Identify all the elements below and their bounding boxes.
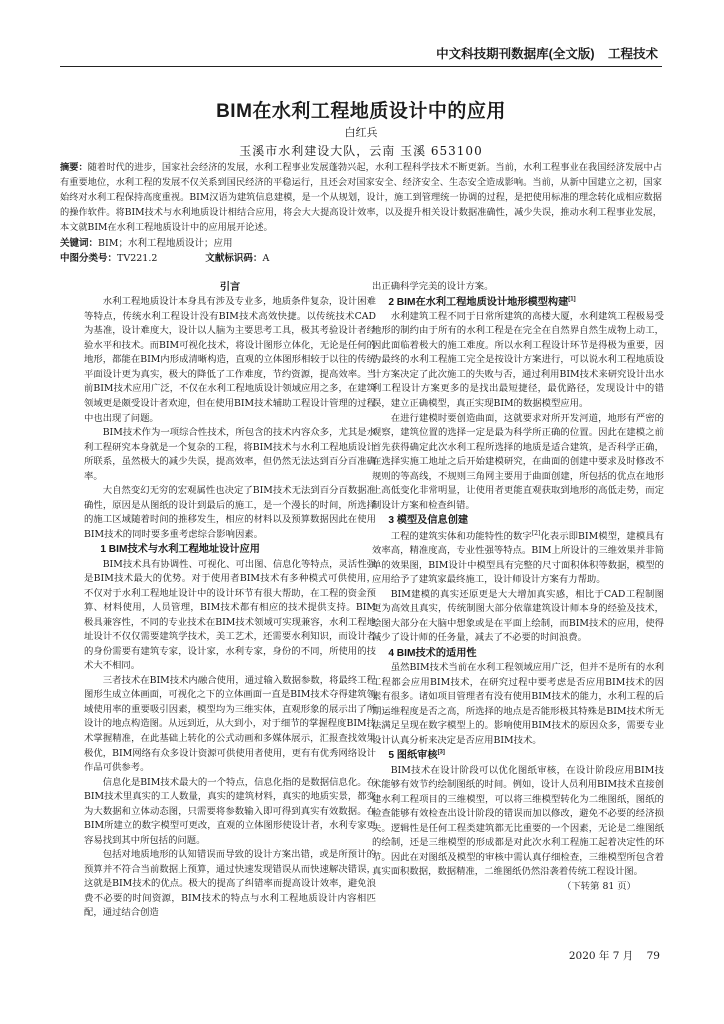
article-title: BIM在水利工程地质设计中的应用 xyxy=(216,101,506,122)
clc-label: 中图分类号： xyxy=(60,252,118,264)
section-1-heading: 1 BIM技术与水利工程地址设计应用 xyxy=(100,544,260,556)
keywords-text: BIM；水利工程地质设计；应用 xyxy=(98,237,233,249)
section-1-paragraph-4: 包括对地质地形的认知错误而导致的设计方案出错，或是所预计的预算并不符合当前数据上预算，通过快速发现错误从而快速解决错误，这就是BIM技术的优点。极大的提高了纠错率而提高设计效率，避免浪费不必要的时间资源，BIM技术的特点与水利工程地质设计内容相匹配，通过结合创造 xyxy=(84,849,376,919)
left-column xyxy=(84,280,376,952)
continued-note: （下转第 81 页） xyxy=(562,880,636,892)
keywords-line xyxy=(60,236,662,251)
doc-code-value: A xyxy=(262,252,270,264)
intro-paragraph-2: BIM技术作为一项综合性技术，所包含的技术内容众多，尤其是水利工程研究本身就是一个复杂的工程，将BIM技术与水利工程地质设计所联系，虽然极大的减少失误，提高效率，但仍然无法达到百分百准确率。 xyxy=(84,427,376,482)
section-3-paragraph-1 xyxy=(372,529,664,588)
section-1-paragraph-2: 三者技术在BIM技术内融合使用，通过输入数据参数，将最终工程图形生成立体画面，可视化之下的立体画面一直是BIM技术夺得建筑领域使用率的重要吸引因素，模型均为三维实体，直观形象的展示出了所设计的地点构造图。从远到近，从大到小，对于细节的掌握程度BIM技术掌握精准，在此基础上转化的公式动画和多媒体展示，汇报查找效果极优，BIM网络有众多设计资源可供使用者使用，更有有优秀网络设计作品可供参考。 xyxy=(84,674,376,774)
section-5-title: 5 图纸审核 xyxy=(388,750,438,762)
abstract-text: 随着时代的进步，国家社会经济的发展，水利工程事业发展蓬勃兴起，水利工程科学技术不断更新。当前，水利工程事业在我国经济发展中占有重要地位，水利工程的发展不仅关系到国民经济的平稳运行，且还会对国家安全、经济安全、生态安全造成影响。当前，从新中国建立之初，国家始终对水利工程保持高度重视。BIM汉语为建筑信息建模，是一个从规划，设计，施工到管理统一协调的过程，是把使用标准的理念转化成相应数据的操作软件。将BIM技术与水利地质设计相结合应用，将会大大提高设计效率，以及提升相关设计数据准确性，减少失误，推动水利工程事业发展，本文就BIM在水利工程地质设计中的应用展开论述。 xyxy=(60,162,663,233)
classification-line xyxy=(60,251,662,266)
section-1-paragraph-1: BIM技术具有协调性、可视化、可出图、信息化等特点，灵活性强是BIM技术最大的优势。对于使用者BIM技术有多种模式可供使用，不仅对于水利工程地址设计中的设计环节有很大帮助，在工程的资金预算、材料使用，人员管理，BIM技术都有相应的技术提供支持。BIM极具兼容性，不同的专业技术在BIM技术领域可实现兼容，水利工程地址设计不仅仅需要建筑学技术，美工艺术，还需要水利知识，而设计者的身份需要有建筑专家，设计家，水利专家，身份的不同，所使用的技术大不相同。 xyxy=(84,558,376,672)
continued-paragraph: 出正确科学完美的设计方案。 xyxy=(372,281,494,292)
author-affiliation: 玉溪市水利建设大队，云南 玉溪 653100 xyxy=(239,144,483,158)
section-3-paragraph-2: BIM建模的真实还原更是大大增加真实感，相比于CAD工程制图更为高效且真实，传统制图大部分依靠建筑设计师本身的经验及技术，绘图大部分在大脑中想象或是在平面上绘制，而BIM技术的应用，使得减少了设计师的任务量，减去了不必要的时间浪费。 xyxy=(372,588,664,644)
intro-paragraph-3: 大自然变幻无穷的宏观属性也决定了BIM技术无法到百分百数据准确性，原因是从图纸的设计到最后的施工，是一个漫长的时间，所选择的施工区域随着时间的推移发生，相应的材料以及预算数据因此在使用BIM技术的同时要多重考虑综合影响因素。 xyxy=(84,485,376,540)
section-1-paragraph-3: 信息化是BIM技术最大的一个特点，信息化指的是数据信息化。在BIM技术里真实的工人数量，真实的建筑材料，真实的地质实景，都变为大数据和立体动态图，只需要将参数输入即可得到真实有效数据。在BIM所建立的数字模型可更改，直观的立体图形使设计者，水利专家更容易找到其中所包括的问题。 xyxy=(84,776,376,846)
section-3-heading: 3 模型及信息创建 xyxy=(388,515,469,527)
author-name: 白红兵 xyxy=(344,126,378,139)
section-2-heading xyxy=(372,295,664,310)
clc-value: TV221.2 xyxy=(117,252,158,264)
section-2-paragraph-1: 水利建筑工程不同于日常所建筑的高楼大厦，水利建筑工程极易受地形的制约由于所有的水利工程是在完全在自然界自然生成物上动工，因此面临着极大的施工难度。所以水利工程设计环节是得极为重要，因为最终的水利工程施工完全是按设计方案进行，可以说水利工程地质设计方案决定了此次施工的失败与否，通过利用BIM技术来研究设计出水利工程设计方案更多的是找出最短捷径，最优路径，发现设计中的错误，建立正确模型，真正实现BIM的数据模型应用。 xyxy=(372,310,664,410)
section-4-heading: 4 BIM技术的适用性 xyxy=(388,647,477,659)
running-header xyxy=(60,44,662,67)
keywords-label: 关键词： xyxy=(60,237,99,249)
intro-heading: 引言 xyxy=(219,282,241,293)
section-3-text-a: 工程的建筑实体和功能特性的数字 xyxy=(390,530,532,542)
section-5-paragraph-1: BIM技术在设计阶段可以优化图纸审核，在设计阶段应用BIM技术能够有效节约绘制图纸的时间。例如，设计人员利用BIM技术直接创建水利工程项目的三维模型，可以将三维模型转化为二维图纸，图纸的检查能够有效检查出设计阶段的错误而加以修改，避免不必要的经济损失。逻辑性是任何工程类建筑都无比重要的一个因素，无论是二维图纸的绘制，还是三维模型的形成都是对此次水利工程施工起着决定性的环节。因此在对图纸及模型的审核中需认真仔细检查，三维模型所包含着真实面积数据，数据精准，二维图纸仍然沿袭着传统工程设计图。 xyxy=(372,764,664,878)
section-2-ref: [1] xyxy=(568,296,576,303)
section-3-text-b: 化表示即BIM模型，建模具有效率高，精准度高，专业性强等特点。BIM上所设计的三维效果并非简单的效果图，BIM设计中模型具有完整的尺寸面积体积等数据，模型的应用给予了建筑家最终施工，设计师设计方案有力帮助。 xyxy=(372,530,664,586)
section-name: 工程技术 xyxy=(607,47,658,61)
section-3-ref: [2] xyxy=(531,529,541,537)
journal-name: 中文科技期刊数据库(全文版) xyxy=(436,47,595,61)
doc-code-label: 文献标识码： xyxy=(205,252,263,264)
section-5-ref: [3] xyxy=(437,750,445,757)
issue-date: 2020 年 7 月 xyxy=(568,950,634,962)
abstract-label: 摘要： xyxy=(60,162,88,172)
section-2-paragraph-2: 在进行建模时要创造曲面，这就要求对所开发河道，地形有严密的观察，建筑位置的选择一定是最为科学所正确的位置。因此在建模之前首先获得确定此次水利工程所选择的地质是适合建筑，是否科学正确，在选择实施工地址之后开始建模研究，在曲面的创建中要求及时修改不规则的等高线，不规则三角网主要用于曲面创建，所包括的优点在地形上高低变化非常明显，让使用者更能直观获取到地形的高低走势，而定制设计方案和检查纠错。 xyxy=(372,412,664,511)
intro-paragraph-1: 水利工程地质设计本身具有涉及专业多，地质条件复杂，设计困难等特点，传统水利工程设计没有BIM技术高效快捷。以传统技术CAD为基准，设计难度大，设计以人脑为主要思考工具，极其考验设计者经验水平和技术。而BIM可视化技术，将设计图形立体化，无论是任何的地形，都能在BIM内形成清晰构造，直观的立体图形相较于以往的传统平面设计更为真实，极大的降低了工作难度，节约资源，提高效率。当前BIM技术应用广泛，不仅在水利工程地质设计领域应用之多，在建筑领域更是颇受设计者欢迎，但在使用BIM技术辅助工程设计管理的过程中也出现了问题。 xyxy=(84,296,376,424)
section-4-paragraph-1: 虽然BIM技术当前在水利工程领域应用广泛，但并不是所有的水利工程都会应用BIM技术，在研究过程中要考虑是否应用BIM技术的因素有很多。诸如项目管理者有没有使用BIM技术的能力，水利工程的后期运维程度是否之高，所选择的地点是否能形极其特殊是BIM技术所无法满足呈现在数字模型上的。影响使用BIM技术的原因众多，需要专业设计认真分析来决定是否应用BIM技术。 xyxy=(372,662,664,746)
page-number: 79 xyxy=(646,950,660,962)
section-5-heading xyxy=(372,748,664,763)
abstract-paragraph xyxy=(60,160,662,236)
section-2-title: 2 BIM在水利工程地质设计地形模型构建 xyxy=(388,296,569,308)
right-column xyxy=(372,280,664,952)
abstract-block xyxy=(60,160,662,266)
page-footer xyxy=(559,948,660,963)
